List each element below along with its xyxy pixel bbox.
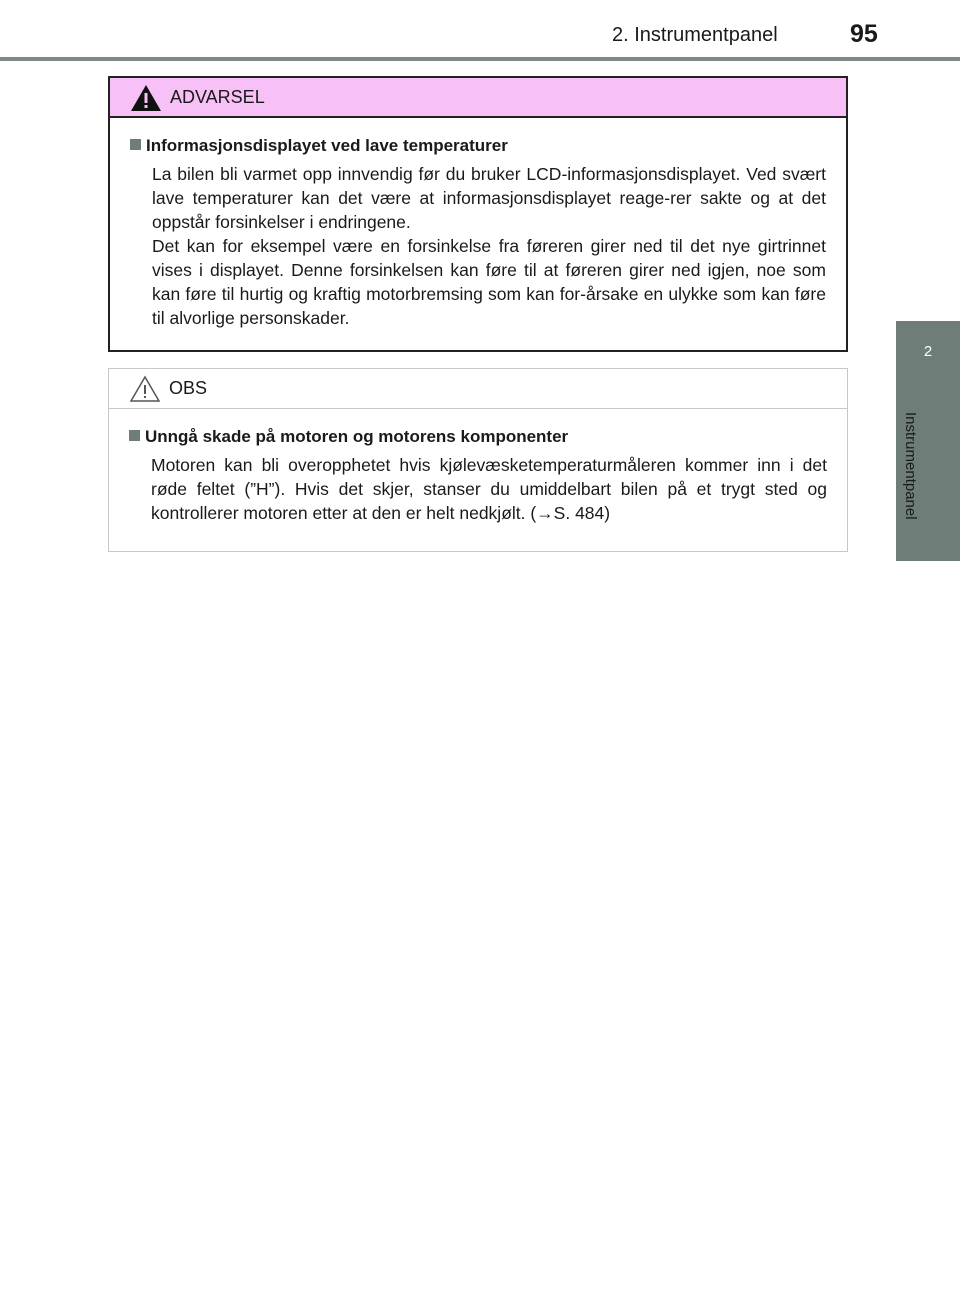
warning-triangle-icon bbox=[130, 84, 162, 112]
warning-paragraph-1: La bilen bli varmet opp innvendig før du bruker LCD-informasjonsdisplayet. Ved svært lave temperaturer kan det være at informasjonsdisplayet reage-rer sakte og at det oppstår forsinkelser i endringene. bbox=[152, 164, 826, 232]
warning-body bbox=[110, 118, 846, 330]
warning-box bbox=[108, 76, 848, 352]
chapter-label: Instrumentpanel bbox=[902, 412, 919, 520]
notice-item-heading bbox=[129, 425, 827, 449]
warning-header bbox=[110, 78, 846, 118]
notice-text bbox=[151, 453, 827, 525]
page-number: 95 bbox=[850, 20, 878, 48]
warning-text bbox=[152, 162, 826, 330]
notice-box bbox=[108, 368, 848, 552]
square-bullet-icon bbox=[129, 430, 140, 441]
header-divider bbox=[0, 57, 960, 61]
notice-heading-text: Unngå skade på motoren og motorens komponenter bbox=[145, 427, 569, 446]
notice-label: OBS bbox=[169, 378, 208, 398]
notice-paragraph-1: Motoren kan bli overopphetet hvis kjølevæsketemperaturmåleren kommer inn i det røde feltet (”H”). Hvis det skjer, stanser du umiddelbart bilen på et trygt sted og kontrollerer motoren etter at den er helt nedkjølt. (→S. 484) bbox=[151, 455, 827, 523]
section-title: 2. Instrumentpanel bbox=[612, 24, 778, 46]
warning-paragraph-2: Det kan for eksempel være en forsinkelse fra føreren girer ned til det nye girtrinnet vises i displayet. Denne forsinkelsen kan føre til at føreren girer ned igjen, noe som kan føre til hurtig og kraftig motorbremsing som kan for-årsake en ulykke som kan føre til alvorlige personskader. bbox=[152, 236, 826, 328]
warning-label: ADVARSEL bbox=[170, 87, 265, 107]
chapter-number: 2 bbox=[923, 343, 933, 360]
notice-body bbox=[109, 409, 847, 525]
notice-header bbox=[109, 369, 847, 409]
warning-heading-text: Informasjonsdisplayet ved lave temperaturer bbox=[146, 136, 508, 155]
warning-item-heading bbox=[130, 134, 826, 158]
square-bullet-icon bbox=[130, 139, 141, 150]
caution-triangle-icon bbox=[129, 375, 161, 403]
